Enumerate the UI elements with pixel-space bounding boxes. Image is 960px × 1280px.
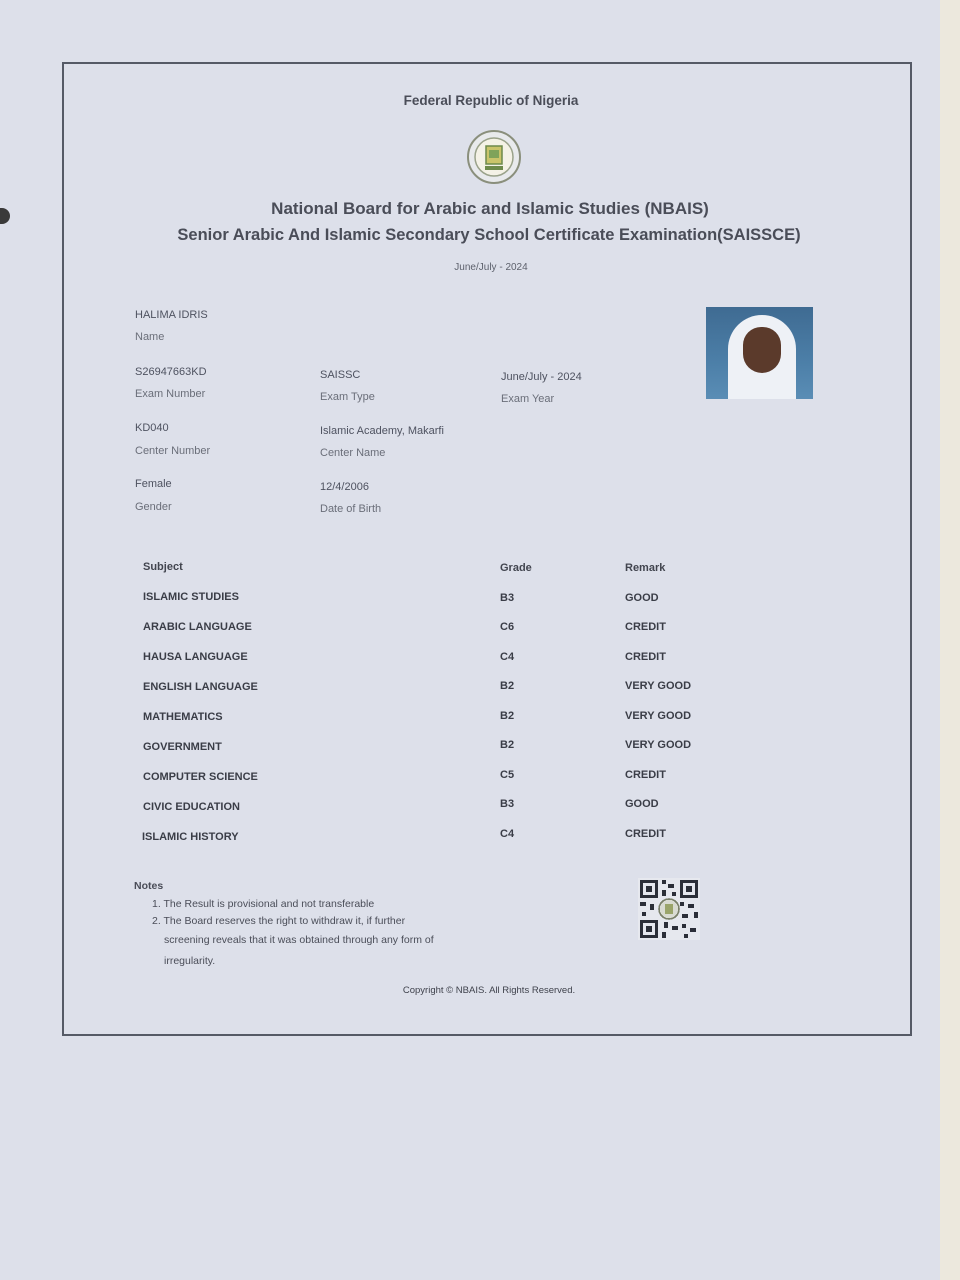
remark-cell: CREDIT (625, 828, 666, 840)
note-line: 2. The Board reserves the right to withdraw it, if further (152, 915, 406, 927)
punch-hole (0, 208, 10, 224)
grade-cell: C5 (500, 769, 515, 781)
dob-value: 12/4/2006 (320, 481, 369, 493)
remark-cell: VERY GOOD (625, 739, 692, 751)
remark-header: Remark (625, 562, 666, 574)
remark-cell: GOOD (625, 798, 659, 810)
board-title: National Board for Arabic and Islamic Studies (NBAIS) (271, 199, 709, 218)
note-line: screening reveals that it was obtained through any form of (164, 934, 434, 946)
grade-cell: B2 (500, 739, 515, 751)
grade-header: Grade (500, 562, 532, 574)
exam-type-label: Exam Type (320, 391, 375, 403)
grade-cell: B2 (500, 710, 515, 722)
exam-year-value: June/July - 2024 (501, 371, 582, 383)
subject-header: Subject (143, 561, 183, 573)
subject-cell: HAUSA LANGUAGE (143, 651, 248, 663)
name-value: HALIMA IDRIS (135, 309, 208, 321)
center-name-label: Center Name (320, 447, 386, 459)
center-number-value: KD040 (135, 422, 169, 434)
grade-cell: B3 (500, 798, 515, 810)
center-number-label: Center Number (135, 445, 211, 457)
remark-cell: GOOD (625, 592, 659, 604)
subject-cell: MATHEMATICS (143, 711, 223, 723)
exam-number-value: S26947663KD (135, 366, 207, 378)
copyright-text: Copyright © NBAIS. All Rights Reserved. (402, 985, 576, 996)
name-label: Name (135, 331, 165, 343)
grade-cell: C4 (500, 828, 515, 840)
subject-cell: ENGLISH LANGUAGE (143, 681, 258, 693)
remark-cell: VERY GOOD (625, 710, 692, 722)
center-name-value: Islamic Academy, Makarfi (320, 425, 444, 437)
grade-cell: C6 (500, 621, 515, 633)
exam-number-label: Exam Number (135, 388, 206, 400)
exam-year-label: Exam Year (501, 393, 555, 405)
remark-cell: VERY GOOD (625, 680, 692, 692)
subject-cell: ISLAMIC STUDIES (143, 591, 239, 603)
exam-title: Senior Arabic And Islamic Secondary School Certificate Examination(SAISSCE) (177, 226, 801, 244)
note-line: 1. The Result is provisional and not transferable (152, 898, 375, 910)
remark-cell: CREDIT (625, 651, 666, 663)
subject-cell: CIVIC EDUCATION (143, 801, 240, 813)
notes-title: Notes (134, 880, 164, 892)
remark-cell: CREDIT (625, 769, 666, 781)
remark-cell: CREDIT (625, 621, 666, 633)
grade-cell: B2 (500, 680, 515, 692)
subject-cell: COMPUTER SCIENCE (143, 771, 258, 783)
subject-cell: GOVERNMENT (143, 741, 222, 753)
dob-label: Date of Birth (320, 503, 382, 515)
background-surface (940, 0, 960, 1280)
subject-cell: ISLAMIC HISTORY (142, 831, 239, 843)
candidate-photo (706, 307, 813, 399)
exam-session: June/July - 2024 (454, 262, 528, 273)
grade-cell: C4 (500, 651, 515, 663)
country-title: Federal Republic of Nigeria (403, 93, 579, 108)
grade-cell: B3 (500, 592, 515, 604)
gender-label: Gender (135, 501, 172, 513)
qr-code-icon (638, 878, 700, 940)
exam-type-value: SAISSC (320, 369, 361, 381)
nbais-seal-icon (463, 130, 525, 184)
note-line: irregularity. (164, 955, 216, 967)
subject-cell: ARABIC LANGUAGE (143, 621, 252, 633)
gender-value: Female (135, 478, 172, 490)
